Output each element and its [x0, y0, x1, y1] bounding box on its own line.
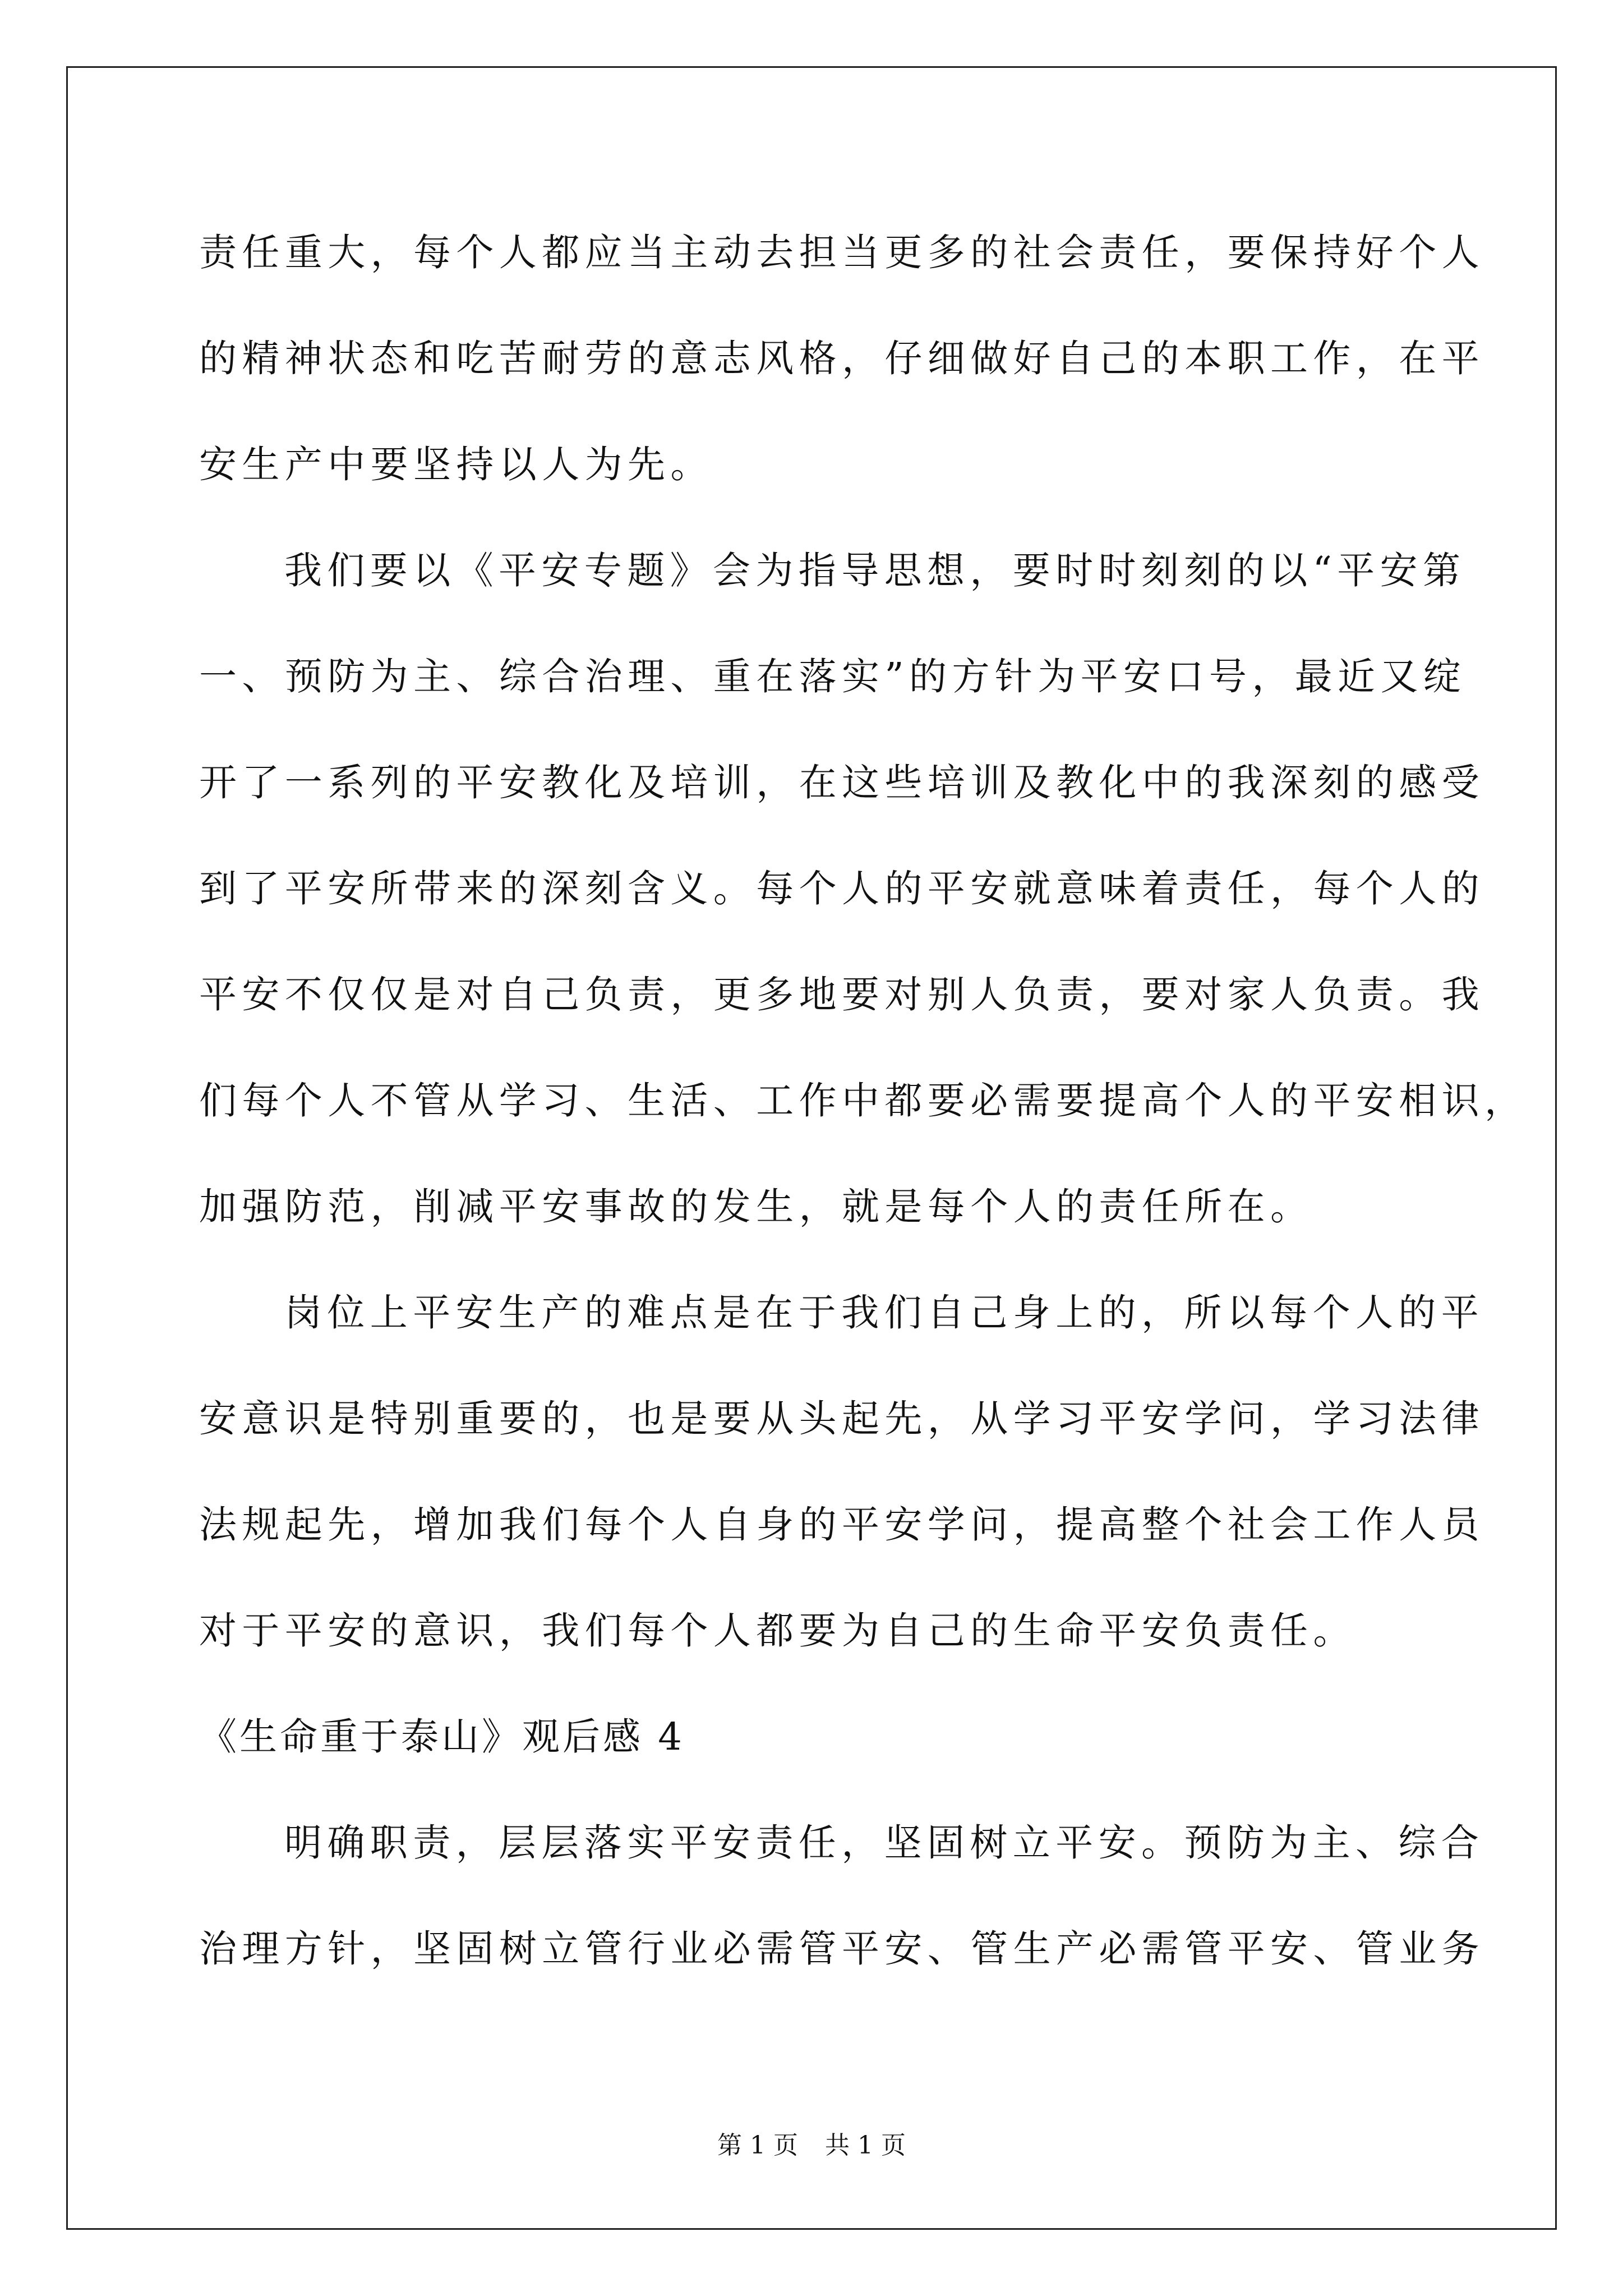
text-line-17: 治理方针，坚固树立管行业必需管平安、管生产必需管平安、管业务: [199, 1927, 1484, 1971]
text-line-5: 一、预防为主、综合治理、重在落实”的方针为平安口号，最近又绽: [199, 655, 1467, 698]
text-line-9: 们每个人不管从学习、生活、工作中都要必需要提高个人的平安相识，: [199, 1079, 1528, 1122]
document-body: [199, 213, 1528, 2016]
page-total: 共 1 页: [825, 2131, 906, 2160]
text-line-13: 法规起先，增加我们每个人自身的平安学问，提高整个社会工作人员: [199, 1503, 1484, 1547]
text-line-1: 责任重大，每个人都应当主动去担当更多的社会责任，要保持好个人: [199, 231, 1484, 274]
text-line-10: 加强防范，削减平安事故的发生，就是每个人的责任所在。: [199, 1185, 1313, 1228]
text-line-6: 开了一系列的平安教化及培训，在这些培训及教化中的我深刻的感受: [199, 761, 1484, 804]
text-line-3: 安生产中要坚持以人为先。: [199, 443, 713, 486]
text-line-14: 对于平安的意识，我们每个人都要为自己的生命平安负责任。: [199, 1609, 1356, 1653]
text-line-16: 明确职责，层层落实平安责任，坚固树立平安。预防为主、综合: [284, 1821, 1484, 1865]
text-line-11: 岗位上平安生产的难点是在于我们自己身上的，所以每个人的平: [284, 1291, 1484, 1335]
text-line-4: 我们要以《平安专题》会为指导思想，要时时刻刻的以“平安第: [284, 549, 1466, 592]
page-number: 第 1 页: [717, 2131, 798, 2160]
text-line-2: 的精神状态和吃苦耐劳的意志风格，仔细做好自己的本职工作，在平: [199, 337, 1484, 380]
text-line-8: 平安不仅仅是对自己负责，更多地要对别人负责，要对家人负责。我: [199, 973, 1484, 1016]
section-heading: 《生命重于泰山》观后感 4: [199, 1715, 685, 1759]
page-footer: [0, 2129, 1623, 2162]
text-line-7: 到了平安所带来的深刻含义。每个人的平安就意味着责任，每个人的: [199, 867, 1484, 910]
text-line-12: 安意识是特别重要的，也是要从头起先，从学习平安学问，学习法律: [199, 1397, 1484, 1441]
